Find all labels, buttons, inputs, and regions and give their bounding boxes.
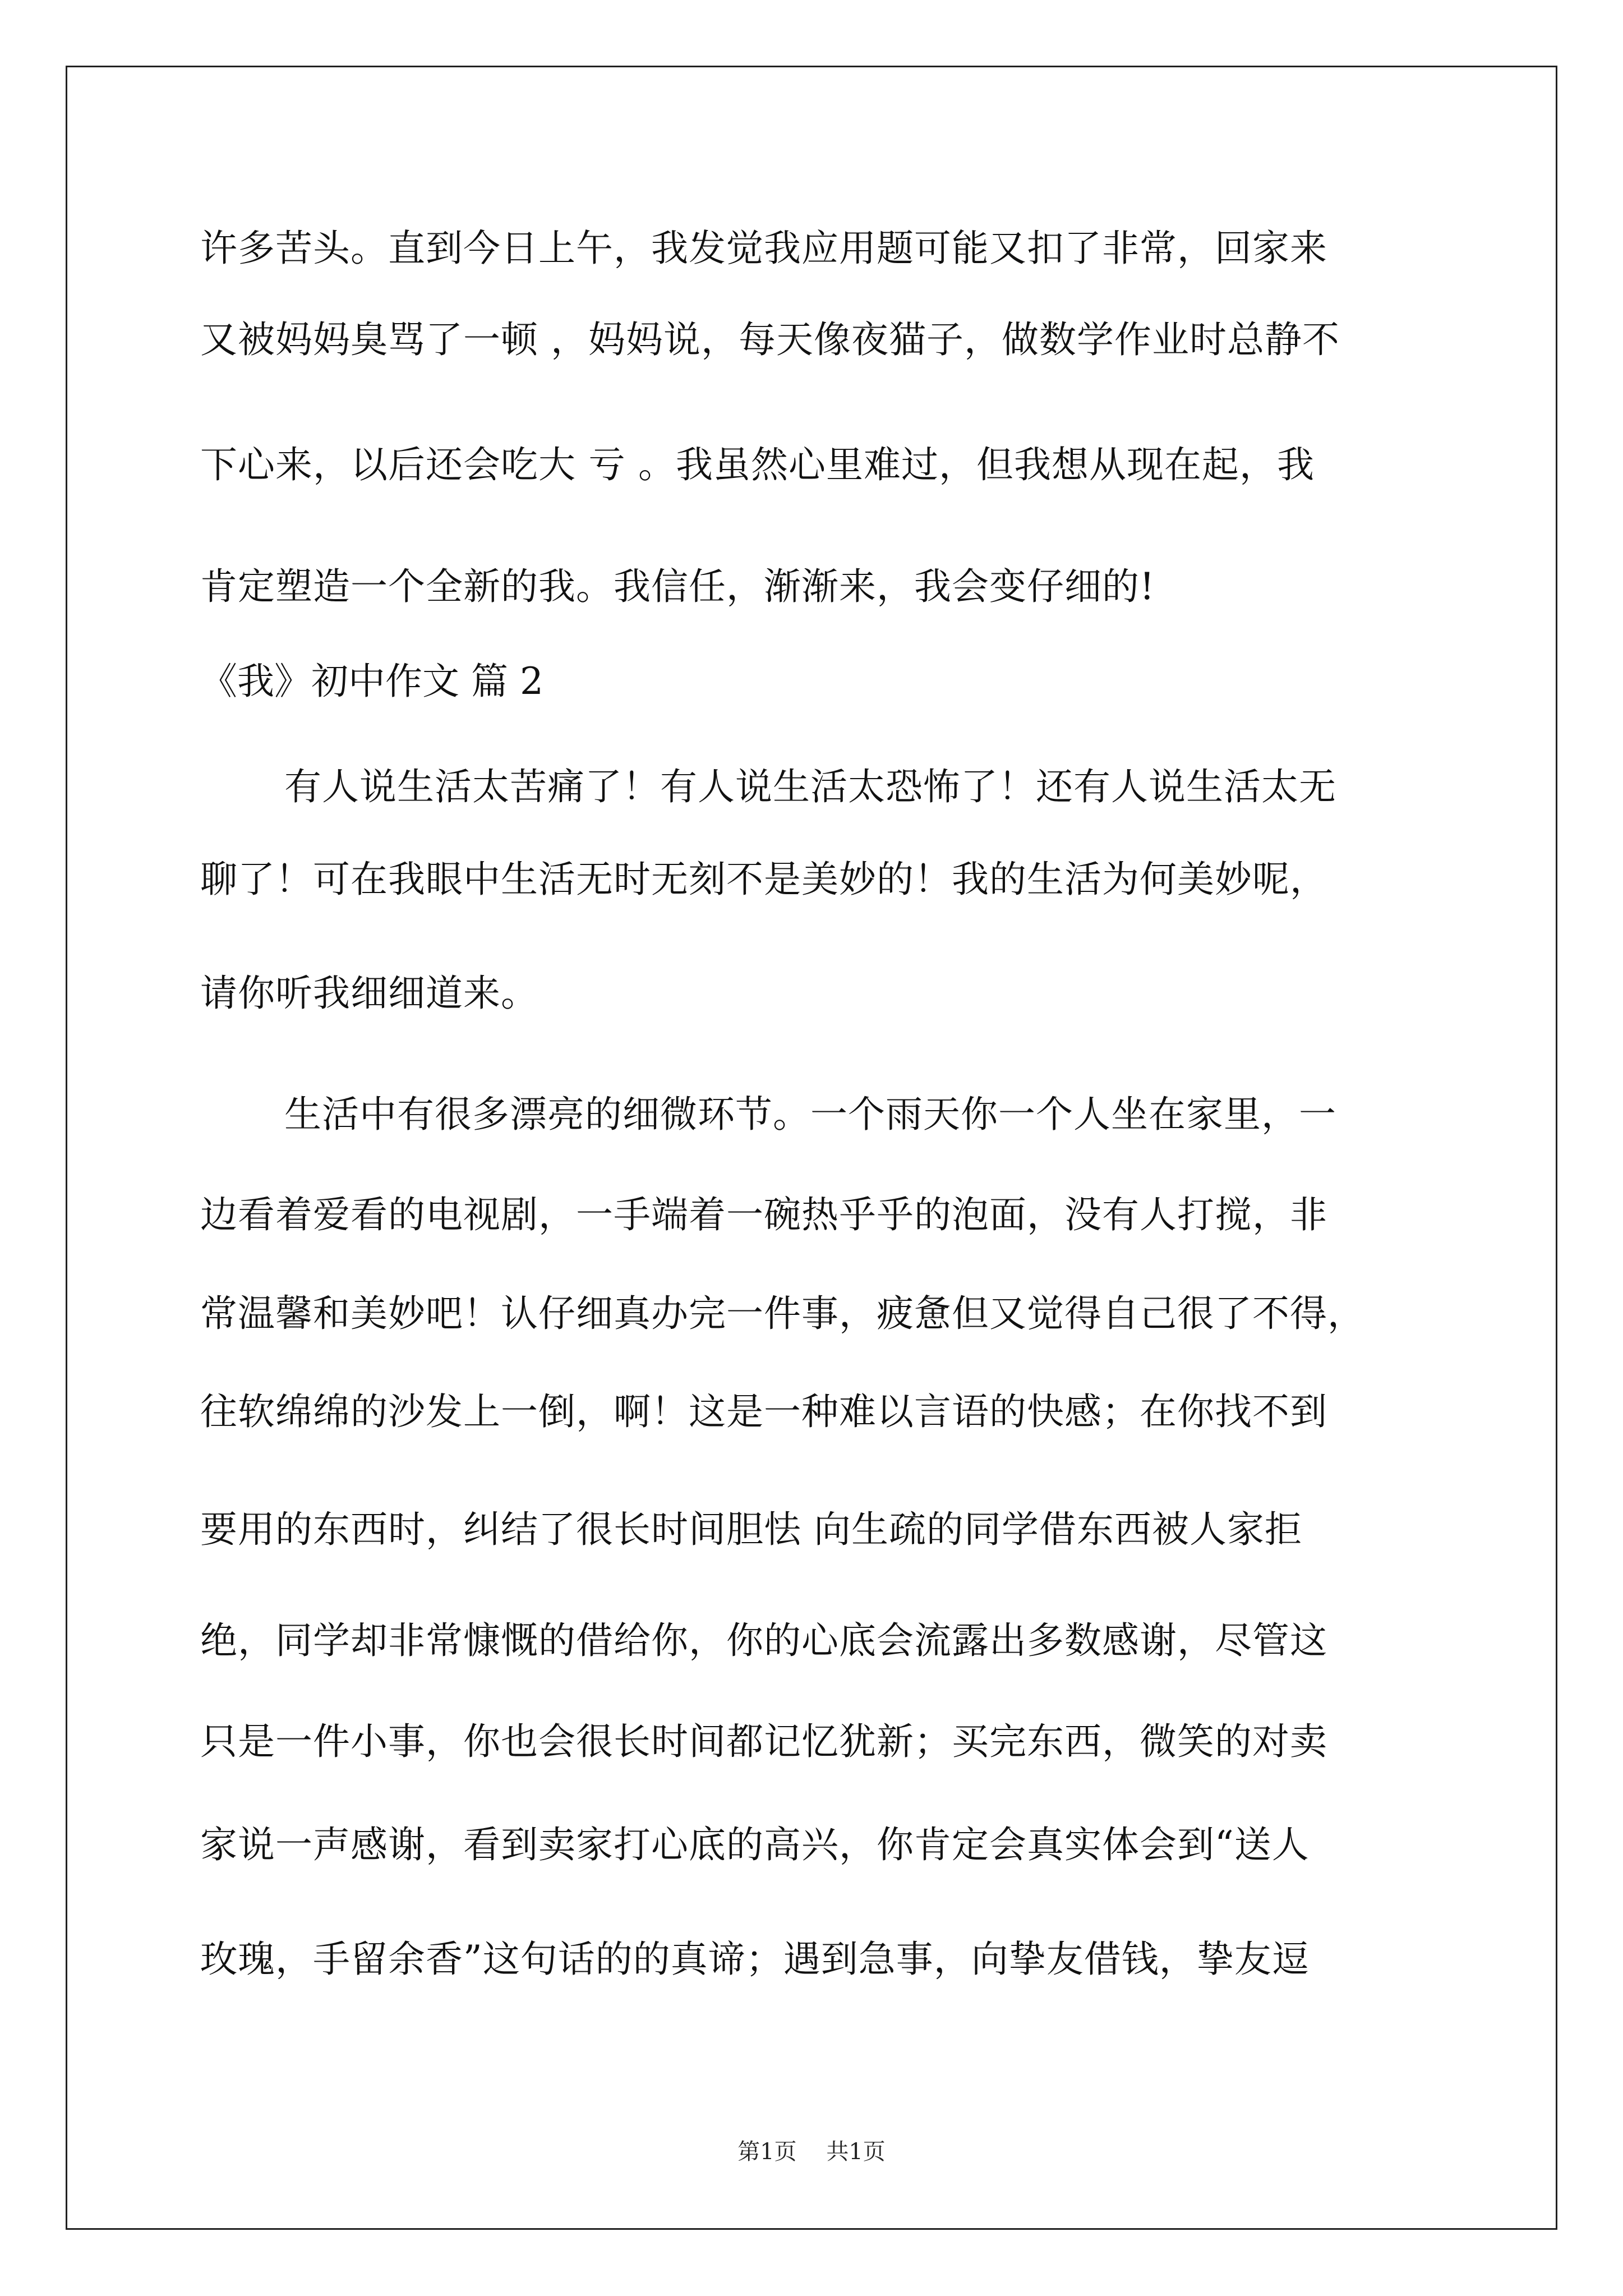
page-border [66, 66, 1557, 2230]
text-line: 请你听我细细道来。 [200, 972, 538, 1015]
page-footer [0, 2141, 1623, 2163]
text-line: 许多苦头。直到今日上午，我发觉我应用题可能又扣了非常，回家来 [200, 227, 1327, 270]
text-line: 要用的东西时，纠结了很长时间胆怯 向生疏的同学借东西被人家拒 [200, 1508, 1302, 1551]
text-line: 生活中有很多漂亮的细微环节。一个雨天你一个人坐在家里，一 [284, 1093, 1336, 1136]
section-heading: 《我》初中作文 篇 2 [200, 660, 543, 703]
text-line: 家说一声感谢，看到卖家打心底的高兴，你肯定会真实体会到“送人 [200, 1823, 1310, 1866]
page-number: 第1页 [737, 2139, 797, 2165]
text-line: 又被妈妈臭骂了一顿 ，妈妈说，每天像夜猫子，做数学作业时总静不 [200, 318, 1340, 361]
text-line: 有人说生活太苦痛了！有人说生活太恐怖了！还有人说生活太无 [284, 765, 1336, 808]
text-line: 绝，同学却非常慷慨的借给你，你的心底会流露出多数感谢，尽管这 [200, 1619, 1327, 1662]
text-line: 边看着爱看的电视剧，一手端着一碗热乎乎的泡面，没有人打搅，非 [200, 1193, 1327, 1236]
text-line: 下心来，以后还会吃大 亏 。我虽然心里难过，但我想从现在起，我 [200, 443, 1315, 486]
text-line: 往软绵绵的沙发上一倒，啊！这是一种难以言语的快感；在你找不到 [200, 1390, 1327, 1433]
text-line: 肯定塑造一个全新的我。我信任，渐渐来，我会变仔细的! [200, 565, 1155, 608]
text-line: 只是一件小事，你也会很长时间都记忆犹新；买完东西，微笑的对卖 [200, 1720, 1327, 1763]
text-line: 常温馨和美妙吧！认仔细真办完一件事，疲惫但又觉得自己很了不得， [200, 1292, 1365, 1335]
text-line: 玫瑰，手留余香”这句话的的真谛；遇到急事，向挚友借钱，挚友逗 [200, 1938, 1310, 1981]
page-total: 共1页 [826, 2139, 886, 2165]
text-line: 聊了！可在我眼中生活无时无刻不是美妙的！我的生活为何美妙呢， [200, 858, 1327, 901]
